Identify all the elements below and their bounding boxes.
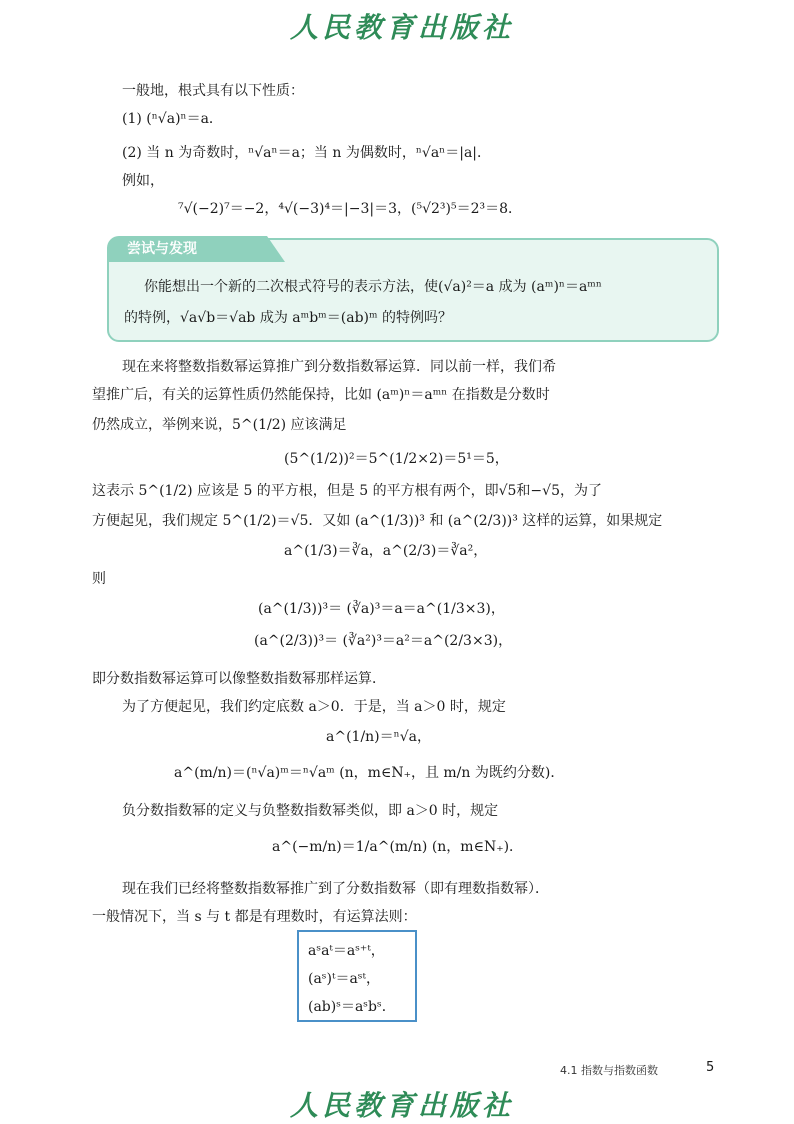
property-2: (2) 当 n 为奇数时，ⁿ√aⁿ＝a；当 n 为偶数时，ⁿ√aⁿ＝|a|． [122,145,492,161]
equation-3: (a^(1/3))³＝ (∛a)³＝a＝a^(1/3×3)， [258,601,505,617]
footer-section-title: 4.1 指数与指数函数 [560,1064,658,1077]
try-discover-line-1: 你能想出一个新的二次根式符号的表示方法，使(√a)²＝a 成为 (aᵐ)ⁿ＝aᵐⁿ [144,279,602,295]
page-number: 5 [706,1060,715,1075]
property-1: (1) (ⁿ√a)ⁿ＝a． [122,111,223,127]
publisher-logo-bottom: 人民教育出版社 [290,1089,515,1122]
equation-5: a^(1/n)＝ⁿ√a， [326,729,431,745]
try-discover-tab: 尝试与发现 [107,236,267,262]
paragraph-5: 负分数指数幂的定义与负整数指数幂类似，即 a＞0 时，规定 [122,803,499,819]
example-expression: ⁷√(−2)⁷＝−2，⁴√(−3)⁴＝|−3|＝3，(⁵√2³)⁵＝2³＝8． [178,201,523,217]
paragraph-1-line-3: 仍然成立，举例来说，5^(1/2) 应该满足 [92,417,347,433]
paragraph-1-line-2: 望推广后，有关的运算性质仍然能保持，比如 (aᵐ)ⁿ＝aᵐⁿ 在指数是分数时 [92,387,550,403]
paragraph-3: 即分数指数幂运算可以像整数指数幂那样运算． [92,671,386,687]
then-label: 则 [92,571,106,587]
paragraph-6-line-2: 一般情况下，当 s 与 t 都是有理数时，有运算法则： [92,909,417,925]
equation-7: a^(−m/n)＝1/a^(m/n) (n，m∈N₊)． [272,839,524,855]
paragraph-2-line-1: 这表示 5^(1/2) 应该是 5 的平方根，但是 5 的平方根有两个，即√5和−√5，为了 [92,483,602,499]
paragraph-4: 为了方便起见，我们约定底数 a＞0．于是，当 a＞0 时，规定 [122,699,506,715]
paragraph-1-line-1: 现在来将整数指数幂运算推广到分数指数幂运算．同以前一样，我们希 [122,359,556,375]
equation-6: a^(m/n)＝(ⁿ√a)ᵐ＝ⁿ√aᵐ (n，m∈N₊，且 m/n 为既约分数)． [174,765,565,781]
rule-3: (ab)ˢ＝aˢbˢ． [308,999,396,1015]
rule-2: (aˢ)ᵗ＝aˢᵗ， [308,971,380,987]
intro-text: 一般地，根式具有以下性质： [122,83,304,99]
publisher-logo-top: 人民教育出版社 [290,11,515,44]
equation-1: (5^(1/2))²＝5^(1/2×2)＝5¹＝5， [284,451,509,467]
equation-4: (a^(2/3))³＝ (∛a²)³＝a²＝a^(2/3×3)， [254,633,513,649]
example-label: 例如， [122,173,164,189]
rule-1: aˢaᵗ＝aˢ⁺ᵗ， [308,943,385,959]
paragraph-6-line-1: 现在我们已经将整数指数幂推广到了分数指数幂（即有理数指数幂）． [122,881,549,897]
paragraph-2-line-2: 方便起见，我们规定 5^(1/2)＝√5．又如 (a^(1/3))³ 和 (a^(2/3))³ 这样的运算，如果规定 [92,513,663,529]
equation-2: a^(1/3)＝∛a，a^(2/3)＝∛a²， [284,543,488,559]
try-discover-line-2: 的特例，√a√b＝√ab 成为 aᵐbᵐ＝(ab)ᵐ 的特例吗？ [124,310,453,326]
